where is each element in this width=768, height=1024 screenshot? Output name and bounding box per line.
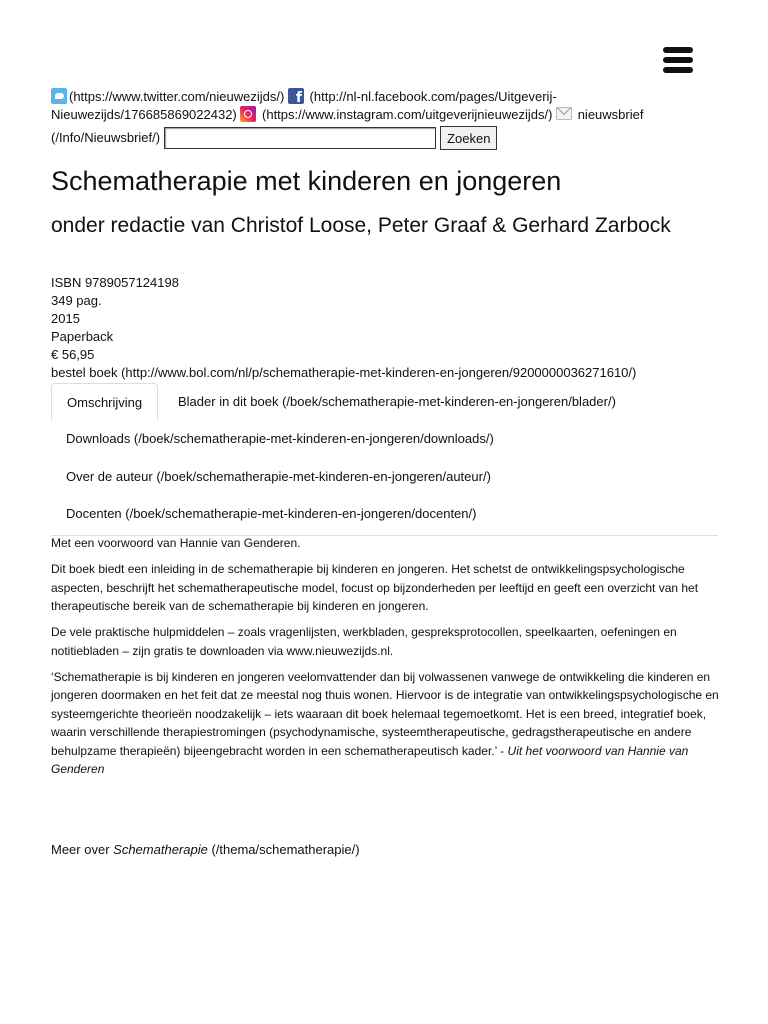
description-quote <box>51 668 719 779</box>
tab-omschrijving[interactable]: Omschrijving <box>51 383 158 421</box>
search-button[interactable]: Zoeken <box>440 126 497 150</box>
instagram-link[interactable] <box>240 107 552 122</box>
book-description <box>51 534 719 786</box>
order-book-link[interactable]: bestel boek (http://www.bol.com/nl/p/schematherapie-met-kinderen-en-jongeren/9200000036271610/) <box>51 365 637 380</box>
newsletter-url: (/Info/Nieuwsbrief/) <box>51 130 161 145</box>
twitter-url: (https://www.twitter.com/nieuwezijds/) <box>69 89 285 104</box>
book-isbn: ISBN 9789057124198 <box>51 275 179 290</box>
book-price: € 56,95 <box>51 347 95 362</box>
book-format: Paperback <box>51 329 114 344</box>
twitter-icon <box>51 88 67 104</box>
description-paragraph: Met een voorwoord van Hannie van Genderen. <box>51 536 301 550</box>
newsletter-link[interactable] <box>556 107 643 122</box>
instagram-icon <box>240 106 256 122</box>
instagram-url: (https://www.instagram.com/uitgeverijnieuwezijds/) <box>262 107 553 122</box>
search-input[interactable] <box>164 127 436 149</box>
menu-bar <box>663 57 693 63</box>
facebook-icon <box>288 88 304 104</box>
theme-name: Schematherapie <box>113 842 208 857</box>
social-links <box>51 88 723 150</box>
hamburger-menu-icon[interactable] <box>663 47 693 73</box>
theme-url: (/thema/schematherapie/) <box>211 842 360 857</box>
newsletter-label: nieuwsbrief <box>577 107 644 122</box>
book-tabs <box>51 383 718 536</box>
mail-icon <box>556 107 572 120</box>
twitter-link[interactable] <box>51 89 284 104</box>
more-about-theme <box>51 841 360 859</box>
page-title: Schematherapie met kinderen en jongeren <box>51 166 562 196</box>
newsletter-url-link[interactable] <box>51 129 160 147</box>
book-meta <box>51 274 636 382</box>
book-pages: 349 pag. <box>51 293 102 308</box>
search-form <box>51 126 723 150</box>
quote-text: ‘Schematherapie is bij kinderen en jongeren veelomvattender dan bij volwassenen vanwege de ontwikkeling die kinderen en jongeren doormaken en het feit dat ze meestal nog thuis wonen. Hiervoor is de integratie van ontwikkelingspsychologische en systeemgerichte theorieën noodzakelijk – iets waaraan dit boek helemaal tegemoetkomt. Het is een breed, integratief boek, waarin verschillende therapiestromingen (psychodynamische, systeemtherapeutische, gedragstherapeutische en andere behulpzame therapieën) bijeengebracht worden in een schematherapeutisch kader.’ - <box>51 669 719 758</box>
tab-downloads[interactable]: Downloads (/boek/schematherapie-met-kinderen-en-jongeren/downloads/) <box>66 431 494 446</box>
description-paragraph: Dit boek biedt een inleiding in de schematherapie bij kinderen en jongeren. Het schetst de ontwikkelingspsychologische aspecten, beschrijft het schematherapeutische model, focust op bijzonderheden per leeftijd en geeft een overzicht van het therapeutische bereik van de schematherapie bij kinderen en jongeren. <box>51 562 699 613</box>
menu-bar <box>663 47 693 53</box>
menu-bar <box>663 67 693 73</box>
quote-source: Uit het voorwoord van Hannie van Genderen <box>51 743 689 776</box>
description-paragraph: De vele praktische hulpmiddelen – zoals vragenlijsten, werkbladen, gespreksprotocollen, speelkaarten, oefeningen en notitiebladen – zijn gratis te downloaden via www.nieuwezijds.nl. <box>51 625 677 658</box>
book-authors: onder redactie van Christof Loose, Peter Graaf & Gerhard Zarbock <box>51 214 671 237</box>
theme-link[interactable] <box>113 842 359 857</box>
tab-auteur[interactable]: Over de auteur (/boek/schematherapie-met-kinderen-en-jongeren/auteur/) <box>66 469 491 484</box>
facebook-url: (http://nl-nl.facebook.com/pages/Uitgeverij-Nieuwezijds/176685869022432) <box>51 89 557 122</box>
more-prefix: Meer over <box>51 842 110 857</box>
tab-blader[interactable]: Blader in dit boek (/boek/schematherapie-met-kinderen-en-jongeren/blader/) <box>178 394 616 409</box>
book-year: 2015 <box>51 311 80 326</box>
tab-docenten[interactable]: Docenten (/boek/schematherapie-met-kinderen-en-jongeren/docenten/) <box>66 506 477 521</box>
